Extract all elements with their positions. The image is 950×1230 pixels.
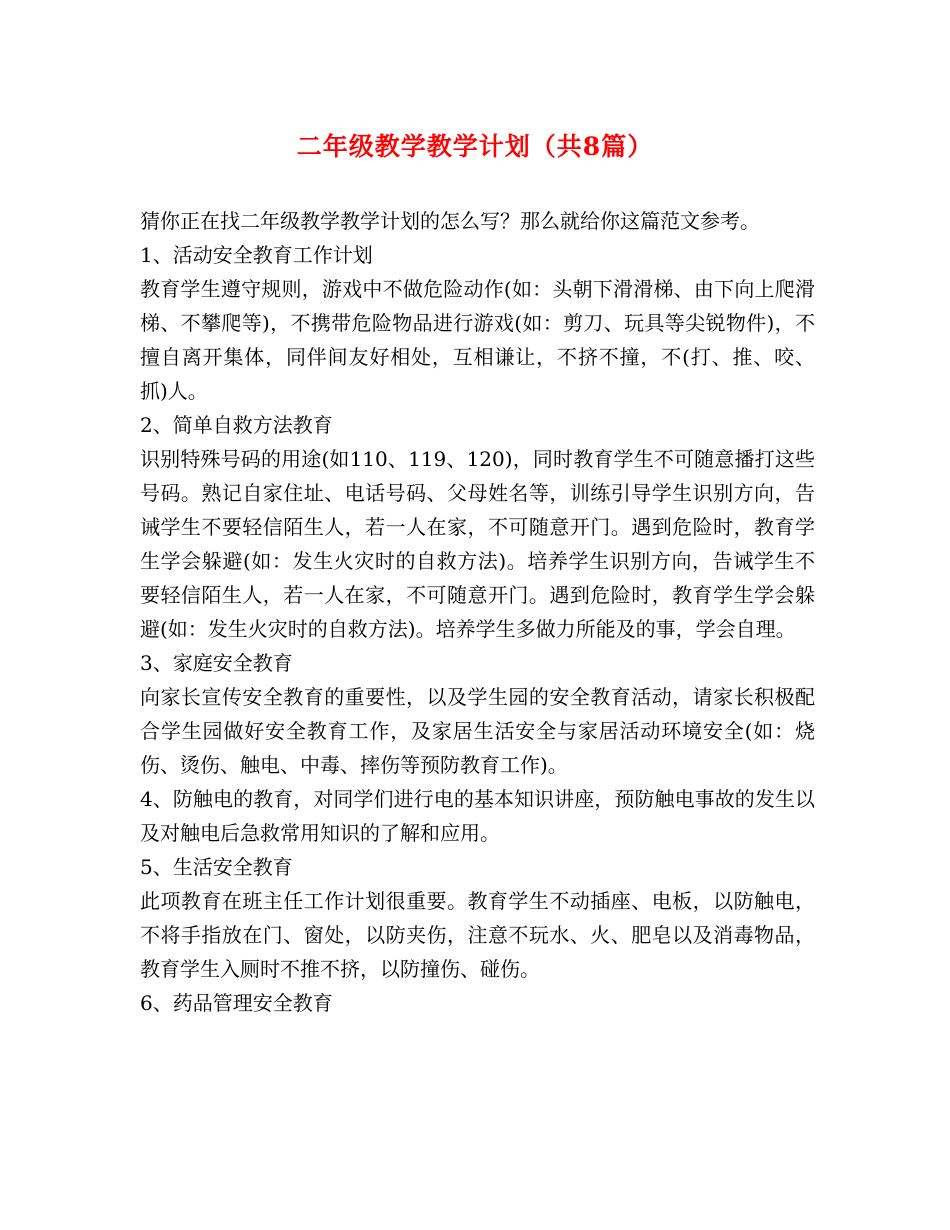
section-6-heading: 6、药品管理安全教育 (140, 991, 333, 1015)
document-title: 二年级教学教学计划（共8篇） (296, 132, 654, 161)
section-5-body: 此项教育在班主任工作计划很重要。教育学生不动插座、电板，以防触电，不将手指放在门、窗处，以防夹伤，注意不玩水、火、肥皂以及消毒物品，教育学生入厕时不推不挤，以防撞伤、碰伤。 (140, 889, 815, 981)
intro-paragraph: 猜你正在找二年级教学教学计划的怎么写？那么就给你这篇范文参考。 (140, 209, 760, 233)
document-content (140, 204, 815, 1020)
section-3-body: 向家长宣传安全教育的重要性，以及学生园的安全教育活动，请家长积极配合学生园做好安全教育工作，及家居生活安全与家居活动环境安全(如：烧伤、烫伤、触电、中毒、摔伤等预防教育工作)。 (140, 685, 815, 777)
section-5-heading: 5、生活安全教育 (140, 855, 293, 879)
section-3-heading: 3、家庭安全教育 (140, 651, 293, 675)
section-2-heading: 2、简单自救方法教育 (140, 413, 333, 437)
section-1-body: 教育学生遵守规则，游戏中不做危险动作(如：头朝下滑滑梯、由下向上爬滑梯、不攀爬等)，不携带危险物品进行游戏(如：剪刀、玩具等尖锐物件)，不擅自离开集体，同伴间友好相处，互相谦让，不挤不撞，不(打、推、咬、抓)人。 (140, 277, 815, 403)
section-1-heading: 1、活动安全教育工作计划 (140, 243, 373, 267)
section-2-body: 识别特殊号码的用途(如110、119、120)，同时教育学生不可随意播打这些号码。熟记自家住址、电话号码、父母姓名等，训练引导学生识别方向，告诫学生不要轻信陌生人，若一人在家，不可随意开门。遇到危险时，教育学生学会躲避(如：发生火灾时的自救方法)。培养学生识别方向，告诫学生不要轻信陌生人，若一人在家，不可随意开门。遇到危险时，教育学生学会躲避(如：发生火灾时的自救方法)。培养学生多做力所能及的事，学会自理。 (140, 447, 815, 641)
section-4-heading: 4、防触电的教育，对同学们进行电的基本知识讲座，预防触电事故的发生以及对触电后急救常用知识的了解和应用。 (140, 787, 815, 845)
